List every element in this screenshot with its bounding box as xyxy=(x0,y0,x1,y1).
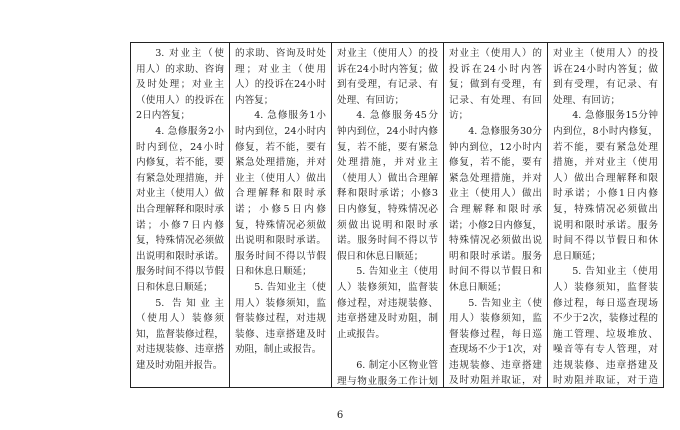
table-column-2 xyxy=(229,43,331,387)
table-column-3 xyxy=(331,43,443,387)
paragraph: 5. 告知业主（使用人）装修须知，监督装修过程，每日巡查现场不少于2次，装修过程的施工管理、垃圾堆放、噪音等有专人管理，对违规装修、违章搭建及时劝阻并取证，对于造 xyxy=(553,266,658,387)
paragraph: 对业主（使用人）的投诉在24小时内答复；做到有受理，有记录、有处理、有回访； xyxy=(553,48,658,106)
table-column-1 xyxy=(131,43,229,387)
paragraph: 5. 告知业主（使用人）装修须知，监督装修过程，对违规装修、违章搭建及时劝阻，制止或报告。 xyxy=(337,266,438,340)
paragraph: 的求助、咨询及时处理；对业主（使用人）的投诉在24小时内答复； xyxy=(235,48,326,106)
table-column-4 xyxy=(443,43,547,387)
paragraph: 4. 急修服务45分钟内到位，24小时内修复，若不能，要有紧急处理措施，并对业主（使用人）做出合理解释和限时承诺；小修3日内修复，特殊情况必须做出说明和限时承诺。服务时间不得以节假日和休息日顺延； xyxy=(337,110,438,262)
paragraph: 对业主（使用人）的投诉在24小时内答复；做到有受理，有记录、有处理、有回访； xyxy=(449,48,542,122)
page-number: 6 xyxy=(336,410,344,421)
paragraph: 5. 告知业主（使用人）装修须知，监督装修过程，对违规装修、违章搭建及时劝阻，制止或报告。 xyxy=(235,281,326,356)
paragraph: 4. 急修服务2小时内到位，24小时内修复，若不能，要有紧急处理措施，并对业主（使用人）做出合理解释和限时承诺；小修7日内修复，特殊情况必须做出说明和限时承诺。服务时间不得以节假日和休息日顺延； xyxy=(136,125,224,293)
paragraph: 5. 告知业主（使用人）装修须知，监督装修过程，每日巡查现场不少于1次，对违规装修、违章搭建及时劝阻并取证，对 xyxy=(449,297,542,387)
paragraph: 5. 告知业主（使用人）装修须知，监督装修过程，对违规装修、违章搭建及时劝阻并报告。 xyxy=(136,297,224,371)
paragraph: 4. 急修服务1小时内到位，24小时内修复，若不能，要有紧急处理措施，并对业主（使用人）做出合理解释和限时承诺；小修5日内修复，特殊情况必须做出说明和限时承诺。服务时间不得以节假日和休息日顺延； xyxy=(235,110,326,278)
standards-table xyxy=(130,42,664,388)
paragraph: 对业主（使用人）的投诉在24小时内答复；做到有受理，有记录、有处理、有回访； xyxy=(337,48,438,106)
table-column-5 xyxy=(547,43,663,387)
paragraph: 4. 急修服务30分钟内到位，12小时内修复，若不能，要有紧急处理措施，并对业主（使用人）做出合理解释和限时承诺；小修2日内修复，特殊情况必须做出说明和限时承诺。服务时间不得以节假日和休息日顺延； xyxy=(449,125,542,293)
paragraph: 3. 对业主（使用人）的求助、咨询及时处理；对业主（使用人）的投诉在2日内答复； xyxy=(136,48,224,122)
paragraph: 4. 急修服务15分钟内到位，8小时内修复，若不能，要有紧急处理措施，并对业主（使用人）做出合理解释和限时承诺；小修1日内修复，特殊情况必须做出说明和限时承诺。服务时间不得以节假日和休息日顺延； xyxy=(553,110,658,262)
paragraph: 6. 制定小区物业管理与物业服务工作计划 xyxy=(337,360,438,387)
